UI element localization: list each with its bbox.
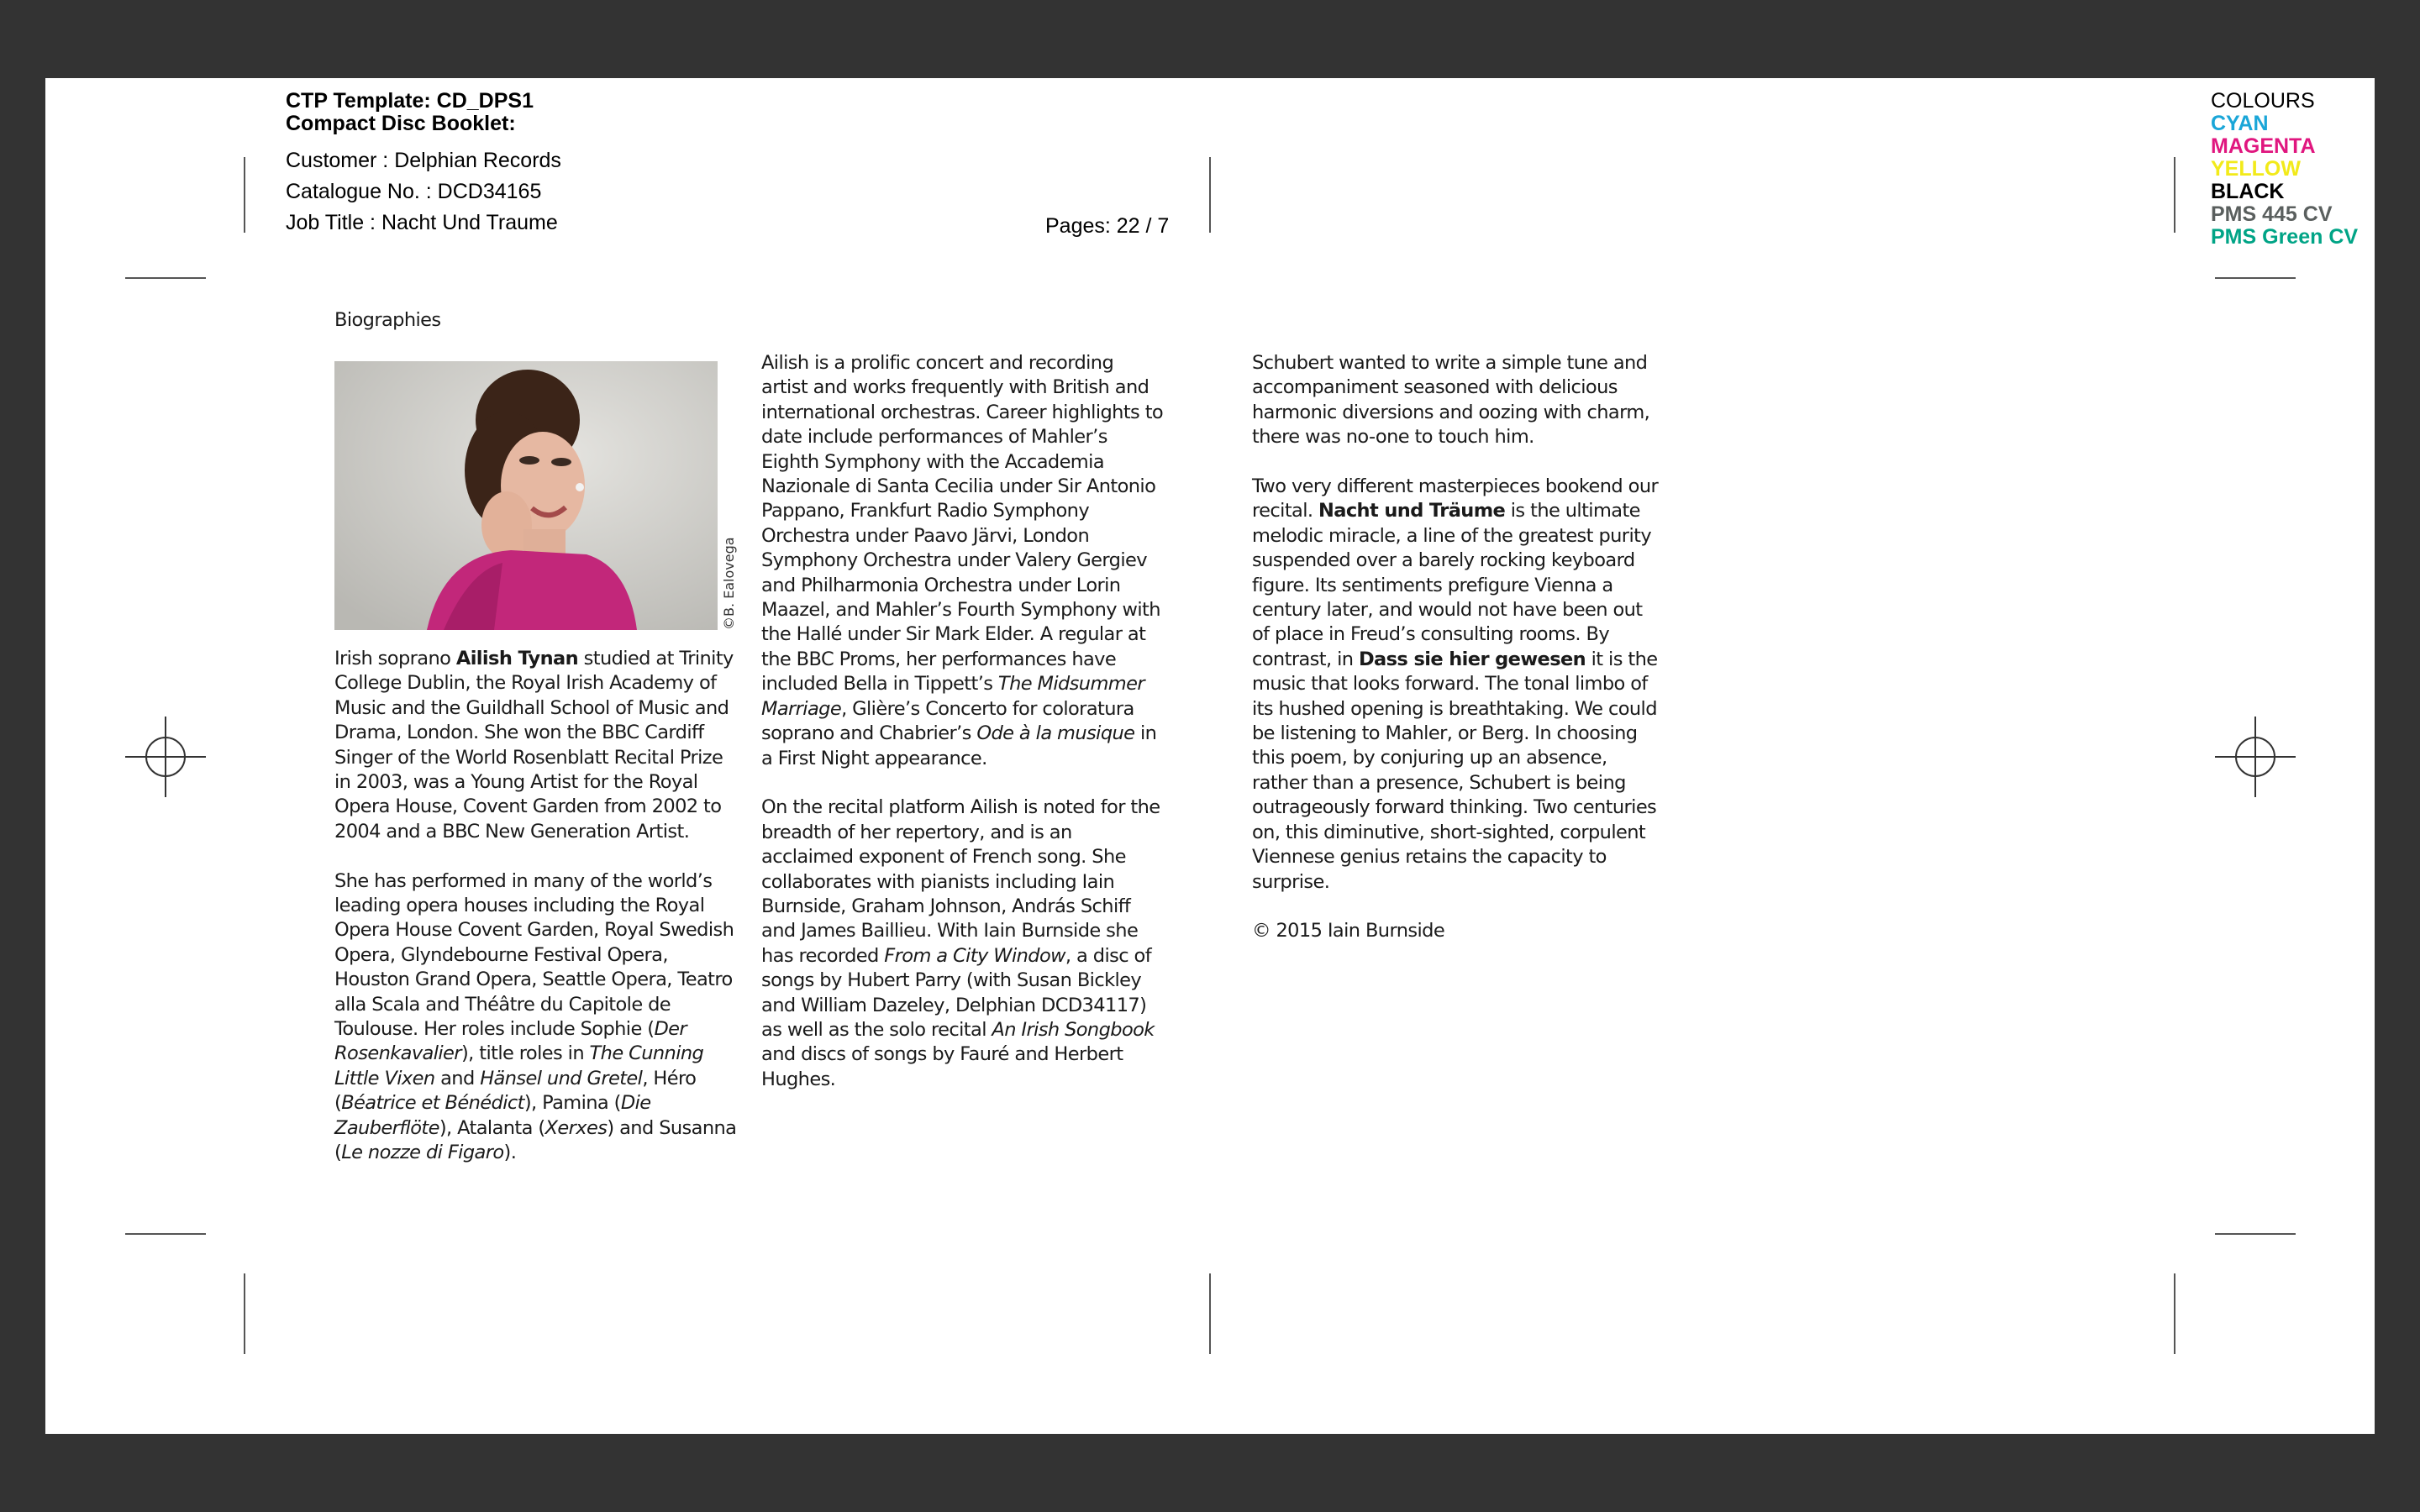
colour-yellow: YELLOW xyxy=(2211,157,2301,181)
copyright-line: © 2015 Iain Burnside xyxy=(1252,920,1445,942)
colour-pms-445: PMS 445 CV xyxy=(2211,202,2333,226)
song-title: Nacht und Träume xyxy=(1318,500,1506,522)
bio-paragraph: Ailish is a prolific concert and recording artist and works frequently with British and international orchestras. Career highlights to date include performances of Mahler’s Eighth Symphony with the Accademia Nazionale di Santa Cecilia under Sir Antonio Pappano, Frankfurt Radio Symphony Orchestra under Paavo Järvi, London Symphony Orchestra under Valery Gergiev and Philharmonia Orchestra under Lorin Maazel, and Mahler’s Fourth Symphony with the Hallé under Sir Mark Elder. A regular at the BBC Proms, her performances have included Bella in Tippett’s The Midsummer Marriage, Glière’s Concerto for coloratura soprano and Chabrier’s Ode à la musique in a First Night appearance. xyxy=(761,352,1164,769)
bio-paragraph: She has performed in many of the world’s leading opera houses including the Royal Opera House Covent Garden, Royal Swedish Opera, Glyndebourne Festival Opera, Houston Grand Opera, Seattle Opera, Teatro alla Scala and Théâtre du Capitole de Toulouse. Her roles include Sophie (Der Rosenkavalier), title roles in The Cunning Little Vixen and Hänsel und Gretel, Héro (Béatrice et Bénédict), Pamina (Die Zauberflöte), Atalanta (Xerxes) and Susanna (Le nozze di Figaro). xyxy=(334,869,737,1164)
bio-paragraph: On the recital platform Ailish is noted for the breadth of her repertory, and is an acclaimed exponent of French song. She collaborates with pianists including Iain Burnside, Graham Johnson, András Schiff and James Baillieu. With Iain Burnside she has recorded From a City Window, a disc of songs by Hubert Parry (with Susan Bickley and William Dazeley, Delphian DCD34117) as well as the solo recital An Irish Songbook and discs of songs by Fauré and Herbert Hughes. xyxy=(761,796,1160,1090)
artist-portrait-illustration xyxy=(334,361,718,630)
crop-mark-right-bottom xyxy=(2215,1233,2296,1235)
biography-column-1 xyxy=(334,647,744,1190)
crop-mark-bottom-right xyxy=(2174,1273,2175,1354)
artist-name: Ailish Tynan xyxy=(455,648,579,669)
colour-magenta: MAGENTA xyxy=(2211,134,2316,158)
colour-cyan: CYAN xyxy=(2211,112,2269,135)
crop-mark-top-left xyxy=(244,157,245,233)
registration-mark-left-icon xyxy=(125,717,206,797)
pages-label: Pages: 22 / 7 xyxy=(1045,214,1170,238)
colours-legend xyxy=(2211,90,2358,249)
job-title-label: Job Title : Nacht Und Traume xyxy=(286,211,558,234)
colour-pms-green: PMS Green CV xyxy=(2211,225,2359,249)
booklet-label: Compact Disc Booklet: xyxy=(286,112,516,135)
photo-credit: ©B. Ealovega xyxy=(721,537,737,630)
notes-paragraph: Schubert wanted to write a simple tune and accompaniment seasoned with delicious harmonic diversions and oozing with charm, there was no-one to touch him. xyxy=(1252,352,1650,449)
fold-mark-top-center xyxy=(1209,157,1211,233)
crop-mark-right-top xyxy=(2215,277,2296,279)
notes-column-3 xyxy=(1252,351,1660,969)
section-title: Biographies xyxy=(334,309,441,331)
registration-mark-right-icon xyxy=(2215,717,2296,797)
fold-mark-bottom-center xyxy=(1209,1273,1211,1354)
song-title: Dass sie hier gewesen xyxy=(1358,648,1586,670)
artist-photo xyxy=(334,361,718,630)
colours-title: COLOURS xyxy=(2211,89,2315,113)
biography-column-2 xyxy=(761,351,1165,1117)
catalogue-label: Catalogue No. : DCD34165 xyxy=(286,180,542,203)
crop-mark-bottom-left xyxy=(244,1273,245,1354)
template-title: CTP Template: CD_DPS1 xyxy=(286,89,534,113)
crop-mark-left-bottom xyxy=(125,1233,206,1235)
colour-black: BLACK xyxy=(2211,180,2285,203)
customer-label: Customer : Delphian Records xyxy=(286,149,561,172)
crop-mark-left-top xyxy=(125,277,206,279)
bio-paragraph: Irish soprano Ailish Tynan studied at Trinity College Dublin, the Royal Irish Academy of Music and the Guildhall School of Music and Drama, London. She won the BBC Cardiff Singer of the World Rosenblatt Recital Prize in 2003, was a Young Artist for the Royal Opera House, Covent Garden from 2002 to 2004 and a BBC New Generation Artist. xyxy=(334,648,734,843)
crop-mark-top-right xyxy=(2174,157,2175,233)
notes-paragraph: Two very different masterpieces bookend our recital. Nacht und Träume is the ultimate melodic miracle, a line of the greatest purity suspended over a barely rocking keyboard figure. Its sentiments prefigure Vienna a century later, and would not have been out of place in Freud’s consulting rooms. By contrast, in Dass sie hier gewesen it is the music that looks forward. The tonal limbo of its hushed opening is breathtaking. We could be listening to Mahler, or Berg. In choosing this poem, by conjuring up an absence, rather than a presence, Schubert is being outrageously forward thinking. Two centuries on, this diminutive, short-sighted, corpulent Viennese genius retains the capacity to surprise. xyxy=(1252,475,1659,893)
